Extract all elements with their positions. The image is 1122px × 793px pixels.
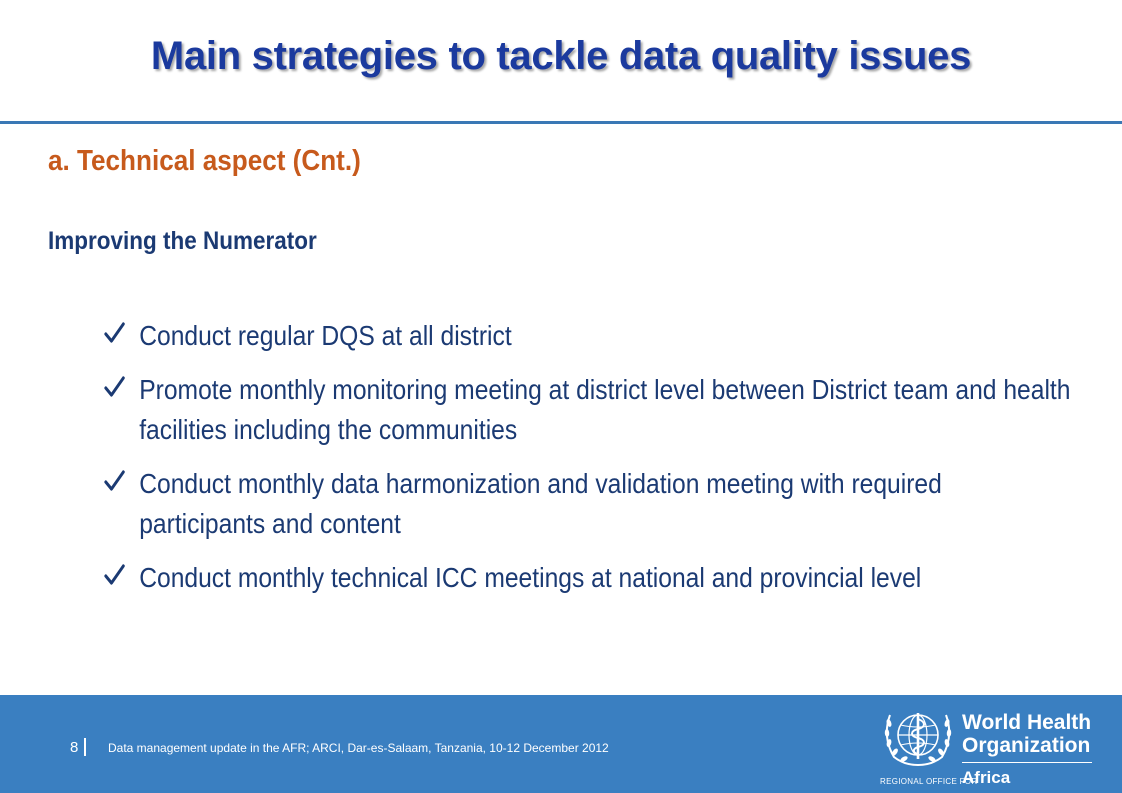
check-icon: [104, 469, 125, 493]
bullet-text: Promote monthly monitoring meeting at district level between District team and health facilities including the communities: [139, 374, 1071, 445]
footer-band: [0, 695, 1122, 793]
bullet-item: [104, 370, 1072, 450]
page-number: 8: [70, 739, 79, 756]
subheading: Improving the Numerator: [48, 227, 317, 255]
bullet-text: Conduct monthly data harmonization and validation meeting with required participants and content: [139, 468, 942, 539]
check-icon: [104, 321, 125, 345]
bullet-item: [104, 316, 1072, 356]
regional-office-label: REGIONAL OFFICE FOR: [880, 777, 978, 786]
who-emblem-icon: [880, 707, 956, 767]
who-name-line1: World Health: [962, 711, 1092, 734]
bullet-text: Conduct monthly technical ICC meetings at national and provincial level: [139, 562, 922, 593]
who-name-line2: Organization: [962, 734, 1091, 757]
page-number-separator: [84, 738, 86, 756]
title-divider: [0, 121, 1122, 124]
section-heading: a. Technical aspect (Cnt.): [48, 145, 361, 177]
check-icon: [104, 375, 125, 399]
bullet-list: [104, 316, 1072, 612]
check-icon: [104, 563, 125, 587]
who-logo-divider: [962, 762, 1092, 763]
bullet-text: Conduct regular DQS at all district: [139, 320, 512, 351]
who-logo-text: [962, 711, 1112, 757]
slide-title: Main strategies to tackle data quality issues: [150, 34, 972, 78]
bullet-item: [104, 558, 1072, 598]
footer-text: Data management update in the AFR; ARCI, Dar-es-Salaam, Tanzania, 10-12 December 2012: [108, 741, 609, 755]
bullet-item: [104, 464, 1072, 544]
region-label: Africa: [962, 768, 1011, 787]
